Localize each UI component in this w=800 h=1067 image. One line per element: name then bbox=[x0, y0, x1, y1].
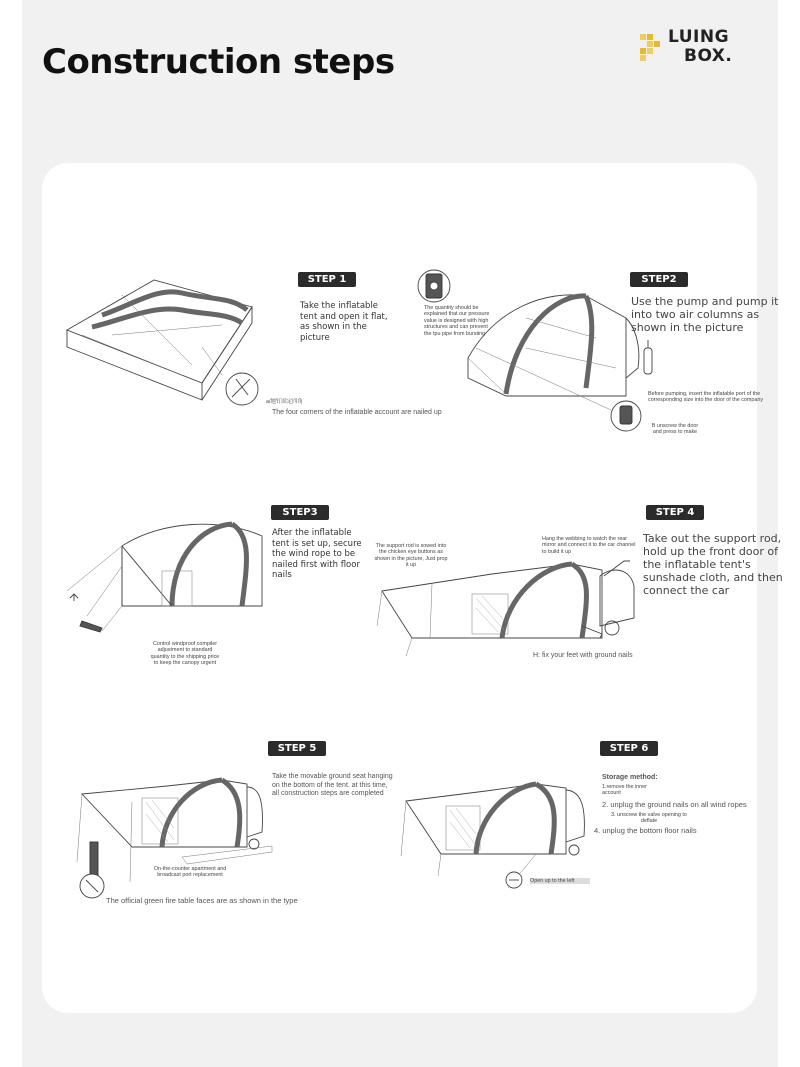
step2-valve-note: B unscrew the door and press to make bbox=[651, 423, 699, 436]
step6-badge: STEP 6 bbox=[600, 741, 658, 756]
step3-support-rod-note: The support rod is sowed into the chicken eye buttons as shown in the picture, Just prop it up bbox=[374, 543, 448, 569]
step5-counter-note: On-the-counter apartment and broadcast port replacement bbox=[153, 866, 227, 879]
step3-description: After the inflatable tent is set up, secure the wind rope to be nailed first with floor nails bbox=[272, 528, 362, 580]
storage-step-1: 1.remove the inner account bbox=[602, 784, 647, 797]
step2-badge: STEP2 bbox=[630, 272, 688, 287]
step1-nail-note: The four corners of the inflatable account are nailed up bbox=[272, 409, 442, 416]
brand-logo-icon bbox=[638, 32, 662, 66]
step2-description: Use the pump and pump it into two air columns as shown in the picture bbox=[631, 295, 779, 334]
storage-title: Storage method: bbox=[602, 774, 658, 781]
step1-badge: STEP 1 bbox=[298, 272, 356, 287]
brand-name: LUING BOX. bbox=[668, 27, 733, 66]
step4-webbing-note: Hang the webbing to watch the rear mirror and connect it to the car channel to build it up bbox=[542, 536, 636, 555]
step5-official-note: The official green fire table faces are as shown in the type bbox=[106, 896, 298, 905]
step5-badge: STEP 5 bbox=[268, 741, 326, 756]
brand-logo bbox=[638, 27, 748, 70]
step1-pressure-note: The quantity should be explained that our pressure value is designed with high structures and can prevent the tpu pipe from bursting bbox=[424, 305, 490, 337]
pressure-valve-icon bbox=[416, 268, 452, 304]
step6-tent-storage-illustration bbox=[396, 776, 592, 894]
storage-step-4: 4. unplug the bottom floor nails bbox=[594, 826, 697, 835]
step1-nail-label-cn: a/地钉固定四角 bbox=[266, 399, 303, 405]
step4-badge: STEP 4 bbox=[646, 505, 704, 520]
step3-windproof-note: Control windproof compiler adjustment to standard quantity to the shipping price to keep the canopy urgent bbox=[150, 641, 220, 667]
step3-tent-wind-rope-illustration bbox=[62, 516, 272, 636]
storage-step-2: 2. unplug the ground nails on all wind ropes bbox=[602, 800, 747, 809]
step4-description: Take out the support rod, hold up the front door of the inflatable tent's sunshade cloth, and then connect the car bbox=[643, 532, 783, 597]
storage-step-3: 3. unscrew the valve opening to deflate bbox=[611, 812, 687, 825]
step5-tent-ground-sheet-illustration bbox=[72, 772, 272, 898]
step3-badge: STEP3 bbox=[271, 505, 329, 520]
step6-open-note: Open up to the left bbox=[530, 878, 590, 884]
page-title: Construction steps bbox=[42, 42, 395, 82]
step1-tent-flat-illustration bbox=[62, 275, 272, 415]
step2-pump-note: Before pumping, insert the inflatable port of the corresponding size into the door of the company bbox=[648, 391, 764, 404]
step1-description: Take the inflatable tent and open it flat, as shown in the picture bbox=[300, 301, 388, 343]
step5-description: Take the movable ground seat hanging on the bottom of the tent. at this time, all construction steps are completed bbox=[272, 773, 393, 797]
step4-ground-nail-note: H: fix your feet with ground nails bbox=[533, 652, 633, 659]
step4-tent-car-connected-illustration bbox=[372, 556, 642, 660]
